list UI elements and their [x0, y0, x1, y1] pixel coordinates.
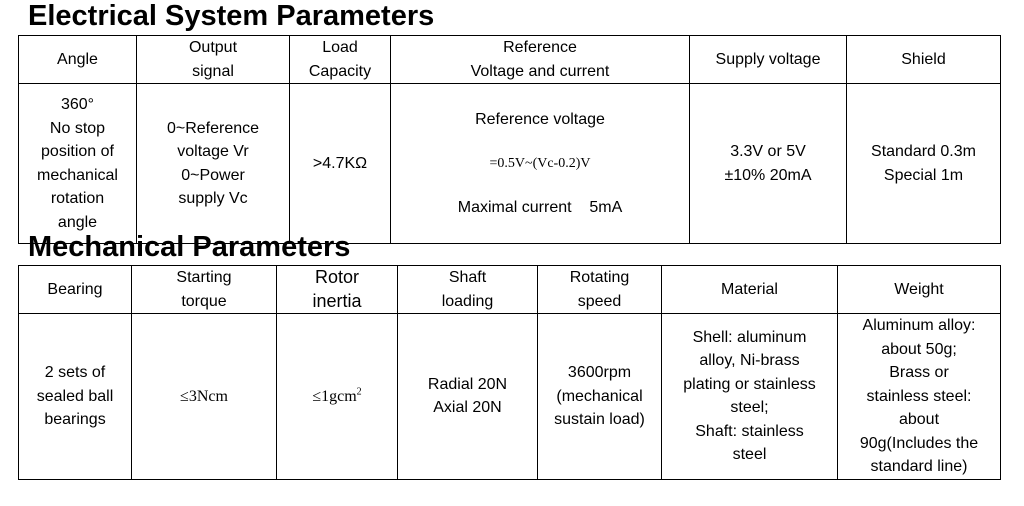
table-header-row	[19, 36, 1001, 84]
header-weight: Weight	[838, 266, 1001, 314]
reference-voltage-label: Reference voltage	[475, 110, 605, 128]
reference-voltage-range: =0.5V~(Vc-0.2)V	[489, 155, 591, 171]
header-starting-torque: Starting torque	[132, 266, 277, 314]
cell-angle: 360° No stop position of mechanical rotation angle	[19, 84, 137, 244]
header-supply-voltage: Supply voltage	[690, 36, 847, 84]
header-output-signal: Output signal	[137, 36, 290, 84]
header-shield: Shield	[847, 36, 1001, 84]
cell-supply-voltage: 3.3V or 5V ±10% 20mA	[690, 84, 847, 244]
table-header-row	[19, 266, 1001, 314]
cell-rotating-speed: 3600rpm (mechanical sustain load)	[538, 314, 662, 480]
header-material: Material	[662, 266, 838, 314]
maximal-current: Maximal current 5mA	[457, 199, 623, 216]
mechanical-section-title: Mechanical Parameters	[28, 231, 351, 263]
cell-bearing: 2 sets of sealed ball bearings	[19, 314, 132, 480]
rotor-inertia-exponent: 2	[356, 386, 362, 398]
electrical-section-title: Electrical System Parameters	[28, 0, 435, 32]
table-row	[19, 84, 1001, 244]
rotor-inertia-value: ≤1gcm	[312, 387, 357, 405]
electrical-parameters-table	[18, 35, 1001, 244]
header-load-capacity: Load Capacity	[290, 36, 391, 84]
header-rotating-speed: Rotating speed	[538, 266, 662, 314]
cell-material: Shell: aluminum alloy, Ni-brass plating or stainless steel; Shaft: stainless steel	[662, 314, 838, 480]
cell-shaft-loading: Radial 20N Axial 20N	[398, 314, 538, 480]
header-shaft-loading: Shaft loading	[398, 266, 538, 314]
cell-starting-torque: ≤3Ncm	[132, 314, 277, 480]
table-row	[19, 314, 1001, 480]
header-reference-voltage: Reference Voltage and current	[391, 36, 690, 84]
header-angle: Angle	[19, 36, 137, 84]
cell-rotor-inertia	[277, 314, 398, 480]
cell-load-capacity: >4.7KΩ	[290, 84, 391, 244]
cell-output-signal: 0~Reference voltage Vr 0~Power supply Vc	[137, 84, 290, 244]
mechanical-parameters-table	[18, 265, 1001, 480]
cell-weight: Aluminum alloy: about 50g; Brass or stainless steel: about 90g(Includes the standard line)	[838, 314, 1001, 480]
cell-reference-voltage	[391, 84, 690, 244]
header-bearing: Bearing	[19, 266, 132, 314]
header-rotor-inertia: Rotor inertia	[277, 266, 398, 314]
cell-shield: Standard 0.3m Special 1m	[847, 84, 1001, 244]
